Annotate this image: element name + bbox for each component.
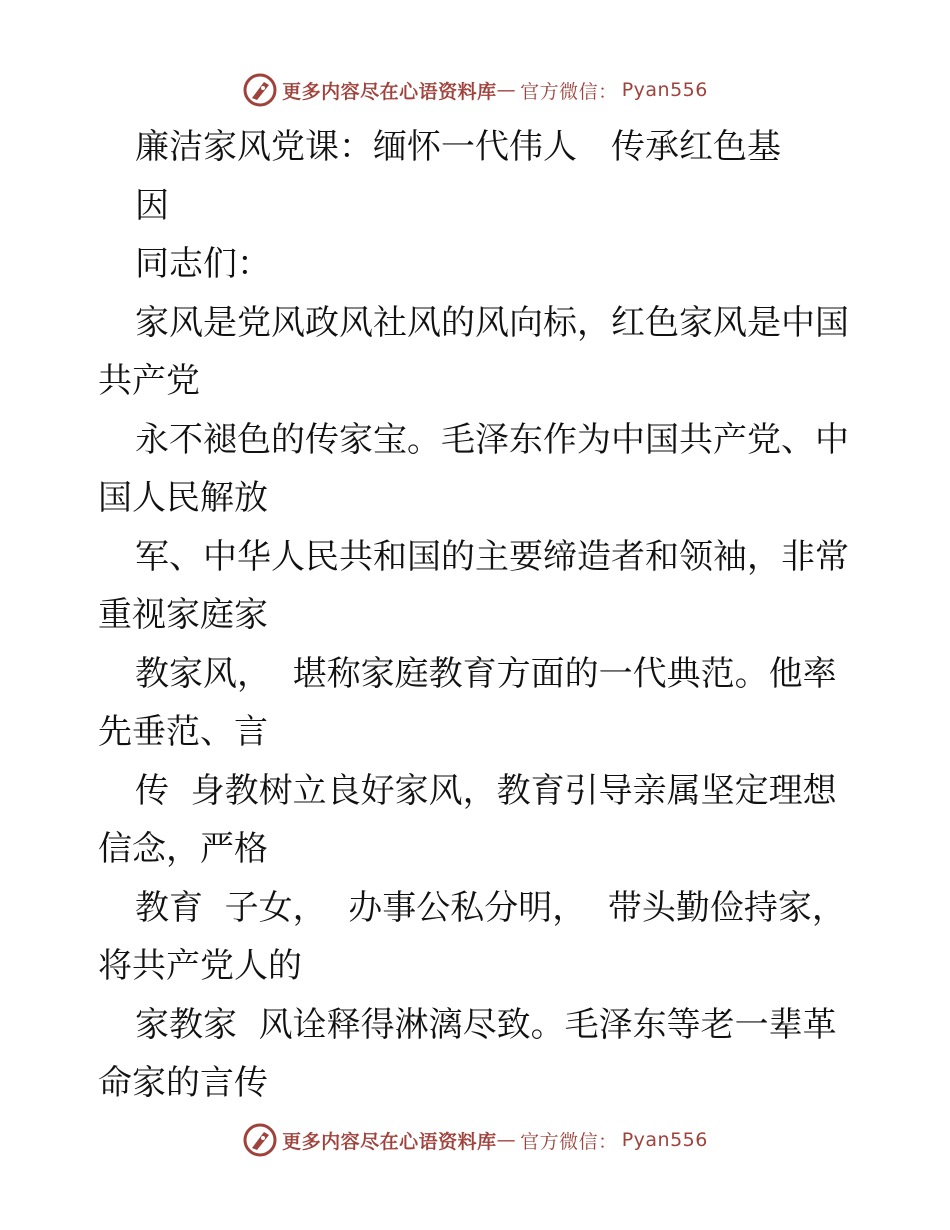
paragraph-line: 将共产党人的 bbox=[98, 946, 302, 986]
paragraph-line: 重视家庭家 bbox=[98, 595, 268, 635]
paragraph-line: 共产党 bbox=[98, 361, 200, 401]
banner-text: 更多内容尽在心语资料库 bbox=[282, 80, 497, 103]
title-line-cont: 因 bbox=[135, 185, 169, 226]
paragraph-line: 军、中华人民共和国的主要缔造者和领袖，非常 bbox=[135, 536, 849, 577]
paragraph-line: 命家的言传 bbox=[98, 1063, 268, 1103]
paragraph-line: 传 身教树立良好家风，教育引导亲属坚定理想 bbox=[135, 770, 837, 811]
banner-dash: — bbox=[496, 79, 517, 101]
paragraph-line: 先垂范、言 bbox=[98, 712, 268, 752]
title-line: 廉洁家风党课：缅怀一代伟人 传承红色基 bbox=[135, 127, 781, 167]
paragraph-line: 永不褪色的传家宝。毛泽东作为中国共产党、中 bbox=[135, 419, 849, 460]
paragraph-line: 国人民解放 bbox=[98, 478, 268, 518]
footer-banner bbox=[0, 1120, 950, 1160]
paragraph-line: 家教家 风诠释得淋漓尽致。毛泽东等老一辈革 bbox=[135, 1004, 837, 1045]
banner-wechat-label: 官方微信： bbox=[520, 80, 618, 103]
banner-text: 更多内容尽在心语资料库 bbox=[282, 1130, 497, 1153]
paragraph-line: 教育 子女， 办事公私分明， 带头勤俭持家， bbox=[135, 887, 846, 928]
salutation: 同志们： bbox=[135, 244, 271, 284]
header-banner bbox=[0, 70, 950, 110]
banner-wechat-label: 官方微信： bbox=[520, 1130, 618, 1153]
paragraph-line: 教家风， 堪称家庭教育方面的一代典范。他率 bbox=[135, 653, 837, 694]
paragraph-line: 家风是党风政风社风的风向标，红色家风是中国 bbox=[135, 302, 849, 343]
banner-dash: — bbox=[496, 1129, 517, 1151]
paragraph-line: 信念，严格 bbox=[98, 829, 268, 869]
document-body bbox=[0, 118, 950, 1113]
pen-nib-circle-icon bbox=[242, 72, 278, 108]
banner-wechat-id: Pyan556 bbox=[621, 79, 708, 101]
banner-wechat-id: Pyan556 bbox=[621, 1129, 708, 1151]
pen-nib-circle-icon bbox=[242, 1122, 278, 1158]
